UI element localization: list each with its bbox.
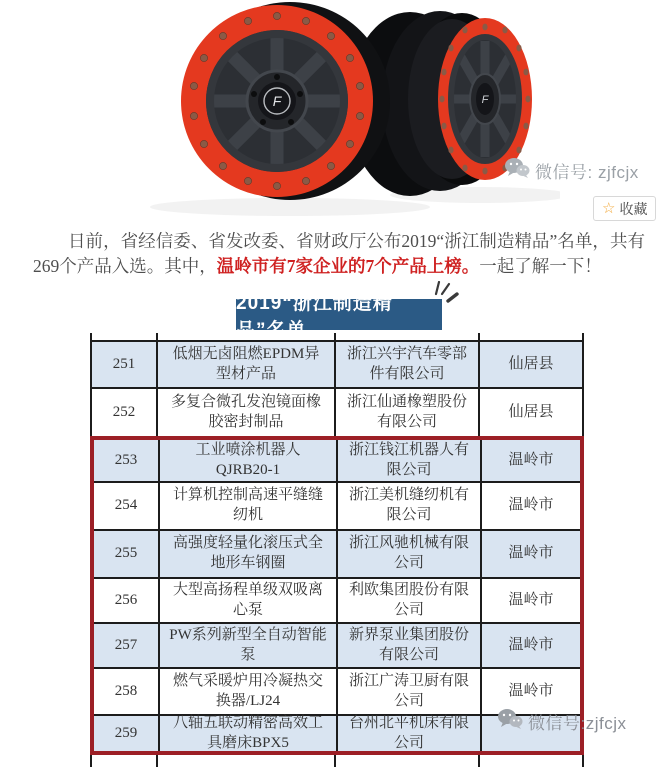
star-icon: ☆: [602, 200, 616, 217]
city-name: 温岭市: [508, 497, 554, 514]
city-name: 温岭市: [508, 591, 554, 608]
intro-text-1: 日前，省经信委、省发改委、省财政厅公布2019“浙江制造精品”名单，共有269个产品入选。其中，: [33, 231, 645, 276]
company-name: 台州北平机床有限公司: [338, 716, 482, 751]
watermark-top: [504, 157, 639, 183]
table-row: [94, 579, 580, 624]
product-name: 工业喷涂机器人QJRB20-1: [160, 440, 338, 481]
company-name: 利欧集团股份有限公司: [338, 579, 482, 622]
row-number: 257: [94, 624, 160, 667]
product-name: PW系列新型全自动智能泵: [160, 624, 338, 667]
city-name: 仙居县: [508, 355, 554, 372]
banner-title: 2019“浙江制造精品”名单: [236, 292, 393, 341]
row-number: 253: [94, 440, 160, 481]
city-name: 仙居县: [508, 403, 554, 420]
row-number: 258: [94, 669, 160, 714]
product-name: 低烟无卤阻燃EPDM异型材产品: [158, 342, 336, 387]
svg-text:F: F: [272, 93, 282, 109]
row-number: 256: [94, 579, 160, 622]
company-name: 浙江广涛卫厨有限公司: [338, 669, 482, 714]
section-banner: [236, 292, 442, 341]
favorite-button[interactable]: [593, 196, 656, 221]
wechat-icon: [504, 157, 530, 183]
company-name: 新界泵业集团股份有限公司: [338, 624, 482, 667]
favorite-label: 收藏: [619, 200, 648, 217]
table-row: [94, 531, 580, 579]
city-name: 温岭市: [508, 682, 554, 699]
watermark-bottom: [497, 708, 627, 734]
table-row: [92, 342, 582, 389]
row-number: 254: [94, 483, 160, 529]
company-name: 浙江美机缝纫机有限公司: [338, 483, 482, 529]
emphasis-marks: [427, 281, 461, 312]
watermark-top-text: 微信号: zjfcjx: [535, 162, 639, 182]
product-name: 燃气采暖炉用冷凝热交换器/LJ24: [160, 669, 338, 714]
company-name: 浙江风驰机械有限公司: [338, 531, 482, 577]
company-name: 浙江兴宇汽车零部件有限公司: [336, 342, 480, 387]
watermark-bottom-text: 微信号:zjfcjx: [528, 713, 627, 733]
row-number: 252: [92, 389, 158, 436]
intro-text-2: 一起了解一下！: [479, 256, 602, 276]
intro-highlight: 温岭市有7家企业的7个产品上榜。: [216, 256, 480, 276]
product-name: 大型高扬程单级双吸离心泵: [160, 579, 338, 622]
product-name: 计算机控制高速平缝缝纫机: [160, 483, 338, 529]
svg-text:F: F: [481, 94, 489, 106]
row-number: 255: [94, 531, 160, 577]
table-row-cutoff-top: [92, 333, 582, 342]
wheels-illustration: [140, 0, 560, 230]
city-name: 温岭市: [508, 451, 554, 468]
table-row: [92, 389, 582, 436]
table-row: [94, 440, 580, 483]
company-name: 浙江仙通橡塑股份有限公司: [336, 389, 480, 436]
intro-paragraph: [33, 229, 645, 279]
product-image-wheels: [140, 0, 560, 230]
table-upper-block: [90, 333, 584, 436]
city-name: 温岭市: [508, 545, 554, 562]
row-number: 251: [92, 342, 158, 387]
table-row: [94, 624, 580, 669]
row-number: 259: [94, 716, 160, 751]
city-name: 温岭市: [508, 636, 554, 653]
product-name: 八轴五联动精密高效工具磨床BPX5: [160, 716, 338, 751]
award-list-table: [90, 333, 584, 767]
product-name: 多复合微孔发泡镜面橡胶密封制品: [158, 389, 336, 436]
company-name: 浙江钱江机器人有限公司: [338, 440, 482, 481]
table-row: [94, 483, 580, 531]
wechat-icon: [497, 708, 523, 734]
left-wheel: [181, 2, 390, 200]
product-name: 高强度轻量化滚压式全地形车钢圈: [160, 531, 338, 577]
